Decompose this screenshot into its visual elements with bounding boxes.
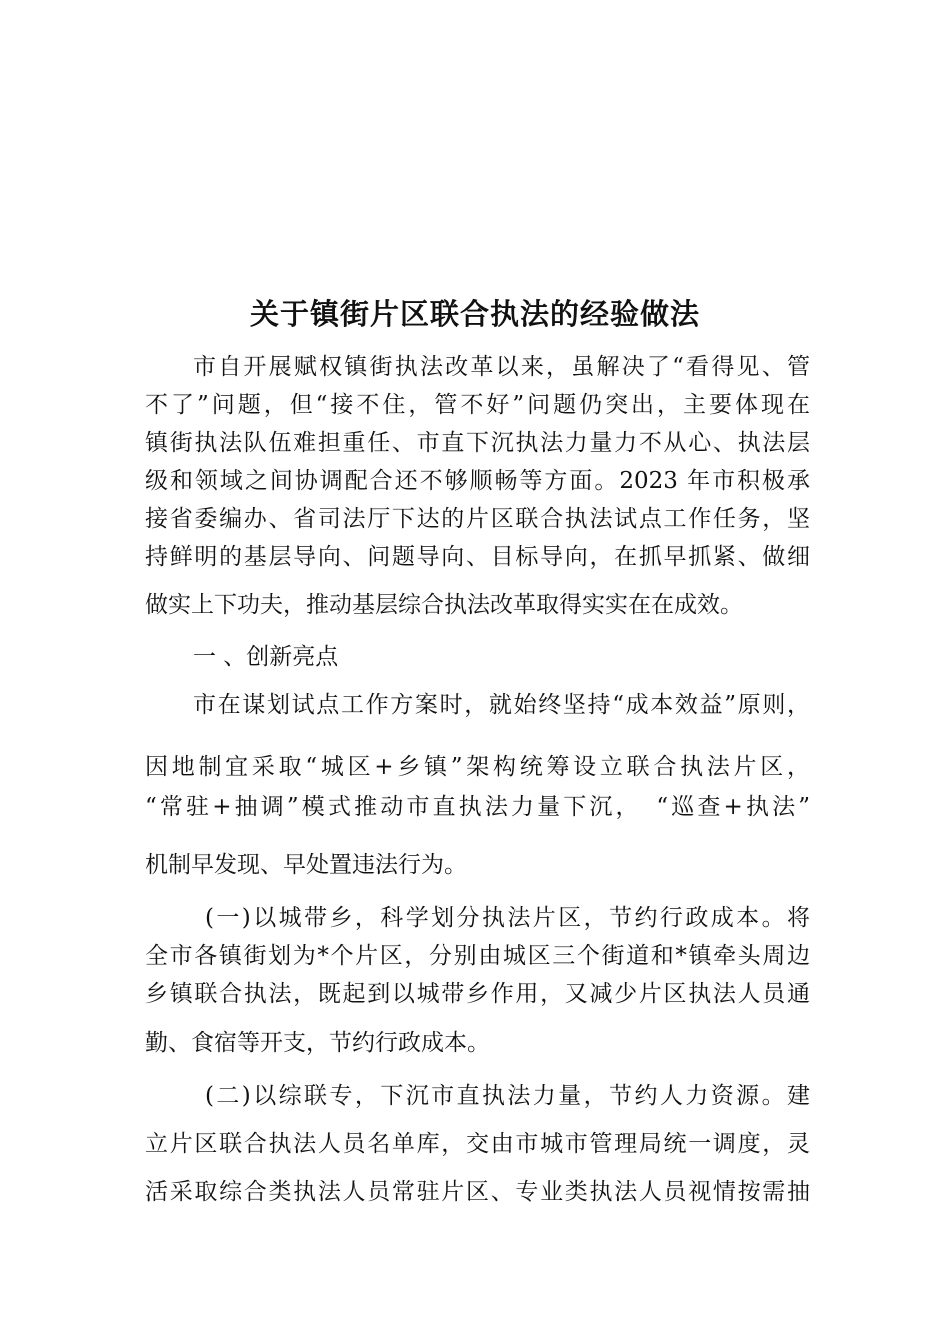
paragraph-4-line-2: 立片区联合执法人员名单库，交由市城市管理局统一调度，灵 (145, 1131, 810, 1157)
paragraph-1-line-2: 不了”问题，但“接不住，管不好”问题仍突出，主要体现在 (145, 392, 810, 418)
paragraph-2-line-4: 机制早发现、早处置违法行为。 (145, 852, 467, 878)
paragraph-3-line-1: (一)以城带乡，科学划分执法片区，节约行政成本。将 (205, 905, 810, 931)
paragraph-4-line-1: (二)以综联专，下沉市直执法力量，节约人力资源。建 (205, 1083, 810, 1109)
document-title: 关于镇街片区联合执法的经验做法 (249, 297, 700, 331)
paragraph-3-line-3: 乡镇联合执法，既起到以城带乡作用，又减少片区执法人员通 (145, 981, 810, 1007)
section-heading-1: 一 、创新亮点 (193, 644, 339, 670)
paragraph-1-line-6: 持鲜明的基层导向、问题导向、目标导向，在抓早抓紧、做细 (145, 544, 810, 570)
paragraph-2-line-2: 因地制宜采取“城区+乡镇”架构统筹设立联合执法片区， (145, 754, 810, 780)
paragraph-3-line-2: 全市各镇街划为*个片区，分别由城区三个街道和*镇牵头周边 (145, 943, 810, 969)
paragraph-2-line-3: “常驻+抽调”模式推动市直执法力量下沉， “巡查+执法” (145, 794, 810, 820)
paragraph-1-line-1: 市自开展赋权镇街执法改革以来，虽解决了“看得见、管 (193, 354, 810, 380)
paragraph-1-line-3: 镇街执法队伍难担重任、市直下沉执法力量力不从心、执法层 (145, 430, 810, 456)
paragraph-1-line-7: 做实上下功夫，推动基层综合执法改革取得实实在在成效。 (145, 592, 743, 618)
paragraph-4-line-3: 活采取综合类执法人员常驻片区、专业类执法人员视情按需抽 (145, 1179, 810, 1205)
paragraph-3-line-4: 勤、食宿等开支，节约行政成本。 (145, 1030, 490, 1056)
paragraph-1-line-5: 接省委编办、省司法厅下达的片区联合执法试点工作任务，坚 (145, 506, 810, 532)
paragraph-2-line-1: 市在谋划试点工作方案时，就始终坚持“成本效益”原则， (193, 692, 810, 718)
paragraph-1-line-4: 级和领域之间协调配合还不够顺畅等方面。2023 年市积极承 (145, 468, 810, 494)
